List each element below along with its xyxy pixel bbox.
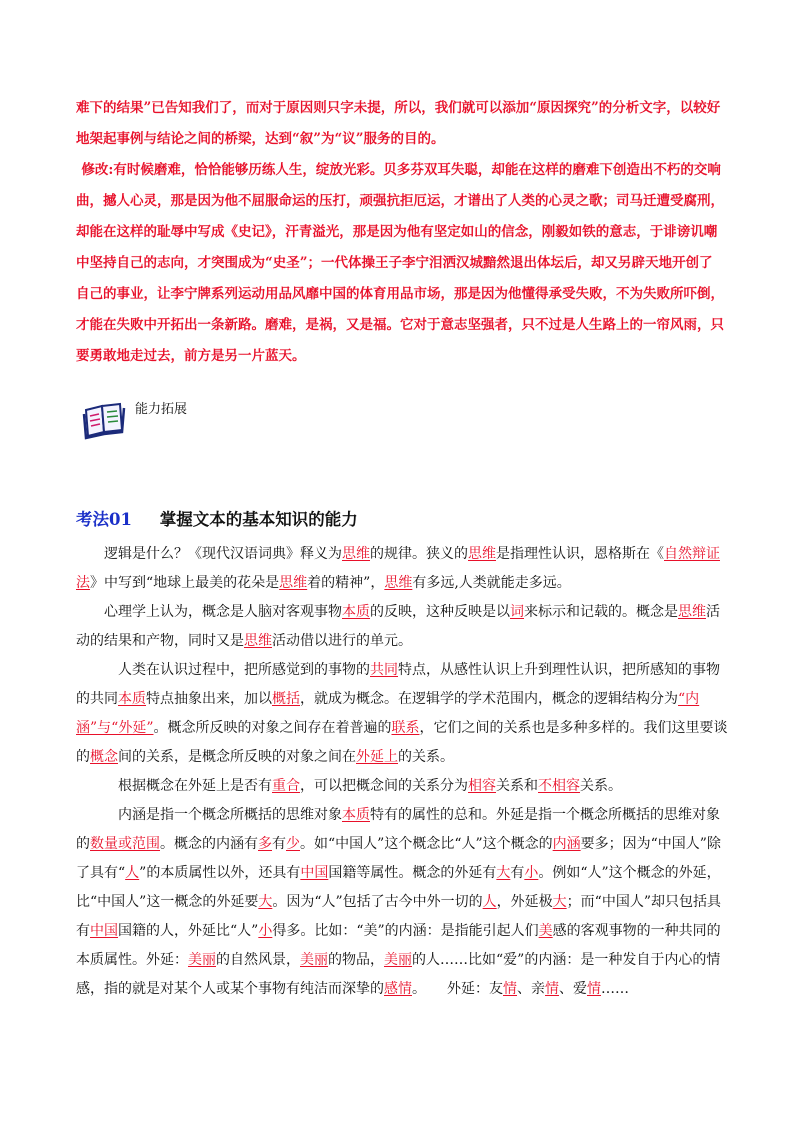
keyword: 小 xyxy=(524,865,539,881)
keyword: 美 xyxy=(538,923,553,939)
keyword: 联系 xyxy=(391,720,420,736)
ability-extension-label: 能力拓展 xyxy=(135,402,188,417)
keyword: 大 xyxy=(258,894,273,910)
body-text xyxy=(76,540,728,1004)
keyword: 思维 xyxy=(244,633,272,649)
keyword: 多 xyxy=(258,836,272,852)
keyword: 本质 xyxy=(342,604,370,620)
keyword: 概念 xyxy=(90,749,118,765)
paragraph-intension-extension: 内涵是指一个概念所概括的思维对象本质特有的属性的总和。外延是指一个概念所概括的思维对象的数量或范围。概念的内涵有多有少。如“中国人”这个概念比“人”这个概念的内涵要多；因为“中国人”除了具有“人”的本质属性以外，还具有中国国籍等属性。概念的外延有大有小。例如“人”这个概念的外延，比“中国人”这一概念的外延要大。因为“人”包括了古今中外一切的人，外延极大；而“中国人”却只包括具有中国国籍的人，外延比“人”小得多。比如：“美”的内涵：是指能引起人们美感的客观事物的一种共同的本质属性。外延：美丽的自然风景，美丽的物品，美丽的人……比如“爱”的内涵：是一种发自于内心的情感，指的就是对某个人或某个事物有纯洁而深挚的感情。 外延：友情、亲情、爱情…… xyxy=(76,807,721,997)
section-title: 掌握文本的基本知识的能力 xyxy=(159,510,358,529)
section-heading xyxy=(76,506,358,530)
keyword: 共同 xyxy=(370,662,398,678)
revision-example-block xyxy=(76,93,724,372)
keyword: 美丽 xyxy=(188,952,216,968)
paragraph-psychology: 心理学上认为，概念是人脑对客观事物本质的反映，这种反映是以词来标示和记载的。概念是思维活动的结果和产物，同时又是思维活动借以进行的单元。 xyxy=(76,604,720,649)
keyword: 感情 xyxy=(384,981,412,997)
keyword: 美丽 xyxy=(300,952,328,968)
keyword: 思维 xyxy=(384,575,413,591)
analysis-paragraph: 难下的结果”已告知我们了，而对于原因则只字未提，所以，我们就可以添加“原因探究”的分析文字，以较好地架起事例与结论之间的桥梁，达到“叙”为“议”服务的目的。 xyxy=(76,100,721,147)
keyword: 相容 xyxy=(468,778,496,794)
keyword: 不相容 xyxy=(538,778,580,794)
ability-extension-section xyxy=(82,396,302,446)
keyword: 思维 xyxy=(468,546,496,562)
paragraph-concept: 人类在认识过程中，把所感觉到的事物的共同特点，从感性认识上升到理性认识，把所感知的事物的共同本质特点抽象出来，加以概括，就成为概念。在逻辑学的学术范围内，概念的逻辑结构分为“内涵”与“外延”。概念所反映的对象之间存在着普遍的联系，它们之间的关系也是多种多样的。我们这里要谈的概念间的关系，是概念所反映的对象之间在外延上的关系。 xyxy=(76,662,728,765)
keyword: 美丽 xyxy=(384,952,412,968)
keyword: “内涵”与“外延” xyxy=(76,691,700,736)
keyword: 重合 xyxy=(272,778,300,794)
keyword: 本质 xyxy=(118,691,146,707)
keyword: 少 xyxy=(286,836,300,852)
keyword: 情 xyxy=(587,981,601,997)
keyword: 情 xyxy=(545,981,559,997)
revision-paragraph: 修改:有时候磨难，恰恰能够历练人生，绽放光彩。贝多芬双耳失聪，却能在这样的磨难下创造出不朽的交响曲，撼人心灵，那是因为他不屈服命运的压打，顽强抗拒厄运，才谱出了人类的心灵之歌；司马迁遭受腐刑，却能在这样的耻辱中写成《史记》，汗青溢光，那是因为他有坚定如山的信念，刚毅如铁的意志，于诽谤讥嘲中坚持自己的志向，才突围成为“史圣”；一代体操王子李宁泪洒汉城黯然退出体坛后，却又另辟天地开创了自己的事业，让李宁牌系列运动用品风靡中国的体育用品市场，那是因为他懂得承受失败，不为失败所吓倒，才能在失败中开拓出一条新路。磨难，是祸，又是福。它对于意志坚强者，只不过是人生路上的一帘风雨，只要勇敢地走过去，前方是另一片蓝天。 xyxy=(76,162,724,364)
paragraph-relations: 根据概念在外延上是否有重合，可以把概念间的关系分为相容关系和不相容关系。 xyxy=(118,778,622,794)
keyword: 思维 xyxy=(678,604,706,620)
keyword: 人 xyxy=(482,894,497,910)
keyword: 人 xyxy=(125,865,140,881)
keyword: 外延上 xyxy=(356,749,398,765)
keyword: 自然辩证法 xyxy=(76,546,720,591)
keyword: 思维 xyxy=(342,546,370,562)
keyword: 小 xyxy=(258,923,273,939)
keyword: 思维 xyxy=(279,575,308,591)
keyword: 中国 xyxy=(90,923,118,939)
keyword: 词 xyxy=(510,604,524,620)
keyword: 中国 xyxy=(300,865,329,881)
keyword: 概括 xyxy=(272,691,300,707)
keyword: 情 xyxy=(503,981,517,997)
keyword: 内涵 xyxy=(552,836,581,852)
open-book-icon xyxy=(82,402,126,442)
keyword: 数量或范围 xyxy=(90,836,160,852)
keyword: 大 xyxy=(552,894,567,910)
section-number: 考法01 xyxy=(76,510,132,529)
paragraph-logic: 逻辑是什么？《现代汉语词典》释义为思维的规律。狭义的思维是指理性认识，恩格斯在《自然辩证法》中写到“地球上最美的花朵是思维着的精神”，思维有多远,人类就能走多远。 xyxy=(76,546,720,591)
keyword: 本质 xyxy=(342,807,370,823)
keyword: 大 xyxy=(496,865,511,881)
